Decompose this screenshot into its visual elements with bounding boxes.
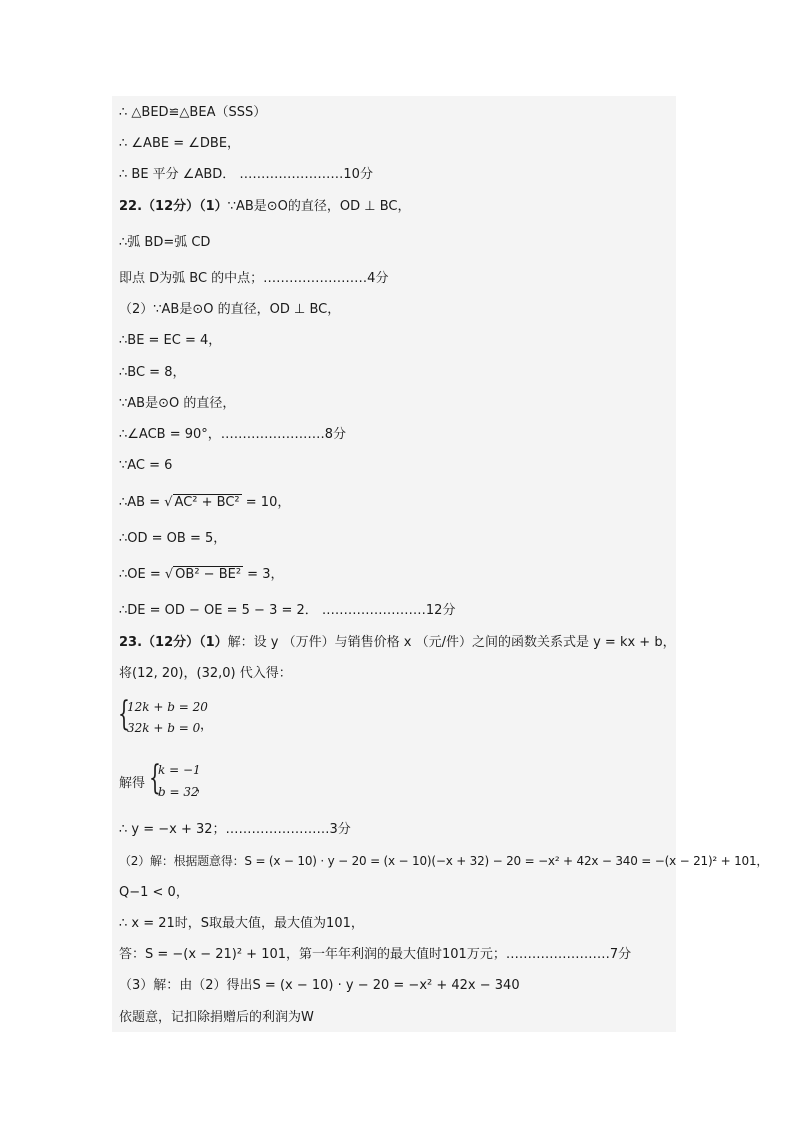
text-line: ∴BE = EC = 4， [119, 333, 222, 348]
text-span: 解得 [119, 776, 146, 791]
text-line: 依题意，记扣除捐赠后的利润为W [119, 1010, 314, 1025]
text-line: ∴∠ACB = 90°，……………………8分 [119, 427, 347, 442]
text-line: 即点 D为弧 BC 的中点；……………………4分 [119, 271, 389, 286]
left-brace: { [118, 694, 130, 734]
text-line: ∵AC = 6 [119, 458, 173, 473]
text-span: ， [200, 718, 214, 733]
equation-row: 32k + b = 0 [127, 721, 201, 735]
text-line: （2）解：根据题意得：S = (x − 10) · y − 20 = (x − 10)(−x + 32) − 20 = −x² + 42x − 340 = −(x − 21)² + 101， [119, 854, 769, 868]
text-span: 解：设 y （万件）与销售价格 x （元/件）之间的函数关系式是 y = kx + b， [227, 635, 676, 650]
radicand: OB² − BE² [175, 567, 242, 582]
text-line: ∴ BE 平分 ∠ABD． ……………………10分 [119, 167, 373, 182]
text-line: ∴ y = −x + 32；……………………3分 [119, 822, 351, 837]
equation-row: b = 32 [158, 785, 199, 799]
text-line: ∴ x = 21时，S取最大值，最大值为101， [119, 916, 364, 931]
text-line: ∴DE = OD − OE = 5 − 3 = 2． ……………………12分 [119, 603, 456, 618]
radical-sign: √ [164, 567, 174, 582]
text-line: 将(12, 20)，(32,0) 代入得： [119, 666, 292, 681]
question-number: 22.（12分）（1） [119, 199, 228, 214]
text-span: ， [196, 780, 210, 795]
text-line: ∴弧 BD=弧 CD [119, 235, 211, 250]
question-number: 23.（12分）（1） [119, 635, 228, 650]
text-line: Q−1 < 0， [119, 885, 189, 900]
equation-row: k = −1 [158, 763, 201, 777]
text-span: ∴AB = [119, 495, 165, 510]
text-line: （2）∵AB是⊙O 的直径，OD ⊥ BC， [119, 302, 341, 317]
left-brace: { [149, 758, 161, 798]
radical-sign: √ [164, 495, 173, 510]
text-span: = 10， [241, 495, 291, 510]
text-line: ∴BC = 8， [119, 365, 186, 380]
text-line: ∴ △BED≌△BEA（SSS） [119, 105, 267, 120]
text-span: = 3， [243, 567, 284, 582]
sqrt-line [119, 566, 283, 584]
text-line: （3）解：由（2）得出S = (x − 10) · y − 20 = −x² + 42x − 340 [119, 978, 520, 993]
text-span: ∴OE = [119, 567, 165, 582]
text-span: ∵AB是⊙O的直径，OD ⊥ BC， [227, 199, 411, 214]
sqrt-line [119, 494, 290, 512]
equation-row: 12k + b = 20 [127, 700, 208, 714]
text-line: ∴OD = OB = 5， [119, 531, 227, 546]
text-line: 答：S = −(x − 21)² + 101，第一年年利润的最大值时101万元；……………………7分 [119, 947, 632, 962]
question-23-line [119, 634, 676, 652]
text-line: ∴ ∠ABE = ∠DBE， [119, 136, 241, 151]
text-line: ∵AB是⊙O 的直径， [119, 396, 236, 411]
question-22-line [119, 198, 410, 216]
radicand: AC² + BC² [174, 495, 240, 510]
